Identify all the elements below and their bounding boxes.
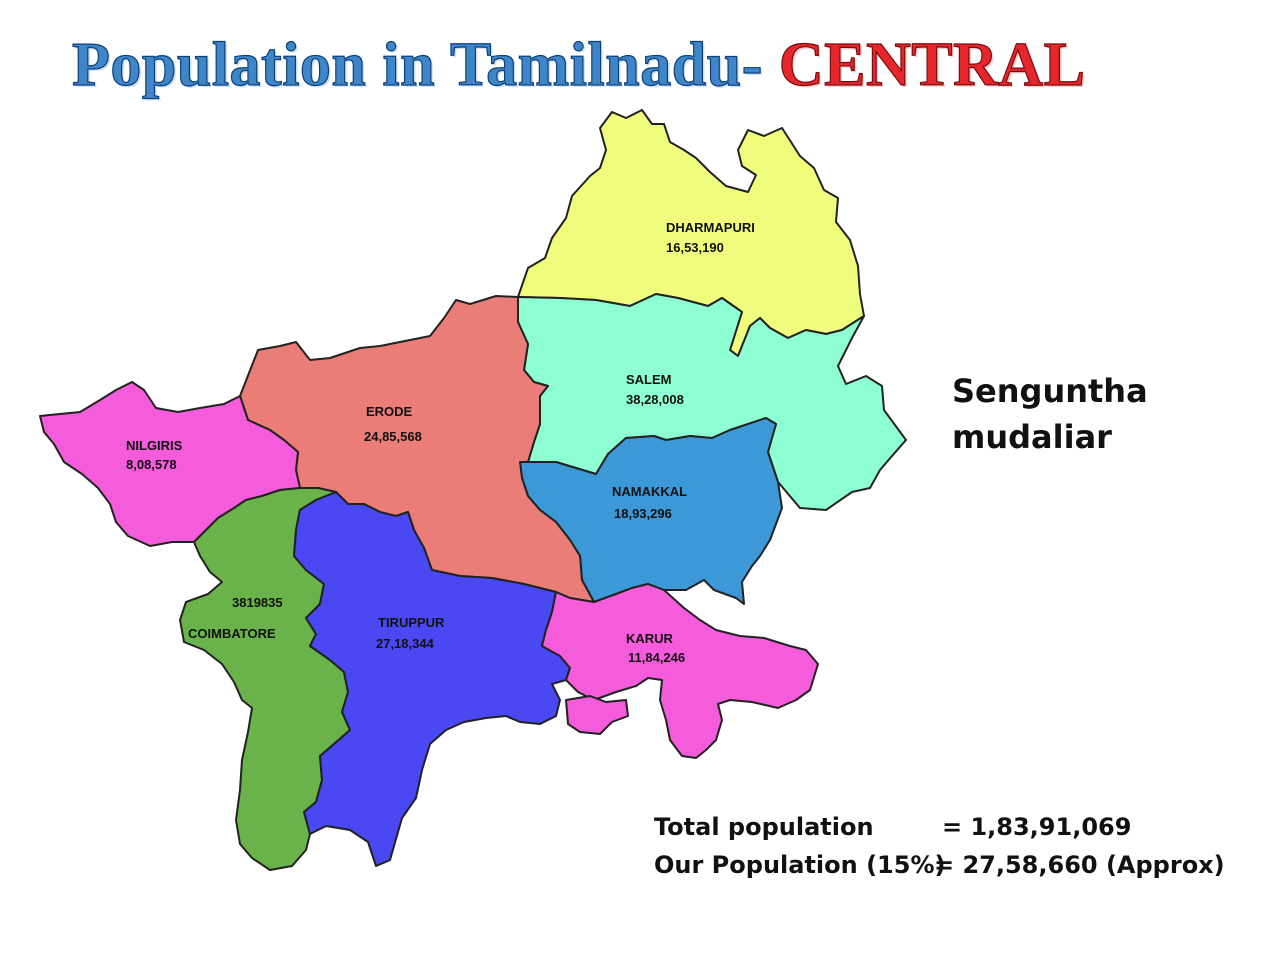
label-tiruppur-population: 27,18,344 <box>376 636 434 651</box>
label-nilgiris-name: NILGIRIS <box>126 438 183 453</box>
label-karur-population: 11,84,246 <box>628 650 686 665</box>
our-population-label: Our Population (15%) <box>654 851 946 879</box>
title-region: CENTRAL <box>778 31 1086 99</box>
label-namakkal-name: NAMAKKAL <box>612 484 688 499</box>
label-nilgiris-population: 8,08,578 <box>126 457 177 472</box>
district-karur-lobe <box>566 696 628 734</box>
label-tiruppur-name: TIRUPPUR <box>378 615 445 630</box>
label-salem-name: SALEM <box>626 372 672 387</box>
label-coimbatore-name: COIMBATORE <box>188 626 276 641</box>
community-label <box>952 368 1148 460</box>
label-coimbatore-population: 3819835 <box>232 595 283 610</box>
label-karur-name: KARUR <box>626 631 673 646</box>
total-population-value: = 1,83,91,069 <box>942 813 1132 841</box>
label-erode-name: ERODE <box>366 404 413 419</box>
label-dharmapuri-population: 16,53,190 <box>666 240 724 255</box>
total-population-label: Total population <box>654 813 874 841</box>
our-population-value: = 27,58,660 (Approx) <box>934 851 1225 879</box>
label-dharmapuri-name: DHARMAPURI <box>666 220 755 235</box>
label-salem-population: 38,28,008 <box>626 392 684 407</box>
community-line-2: mudaliar <box>952 418 1112 456</box>
label-namakkal-population: 18,93,296 <box>614 506 672 521</box>
label-erode-population: 24,85,568 <box>364 429 422 444</box>
title-main: Population in Tamilnadu- <box>72 31 763 99</box>
community-line-1: Sengunth​a <box>952 372 1148 410</box>
district-karur[interactable] <box>542 584 818 758</box>
